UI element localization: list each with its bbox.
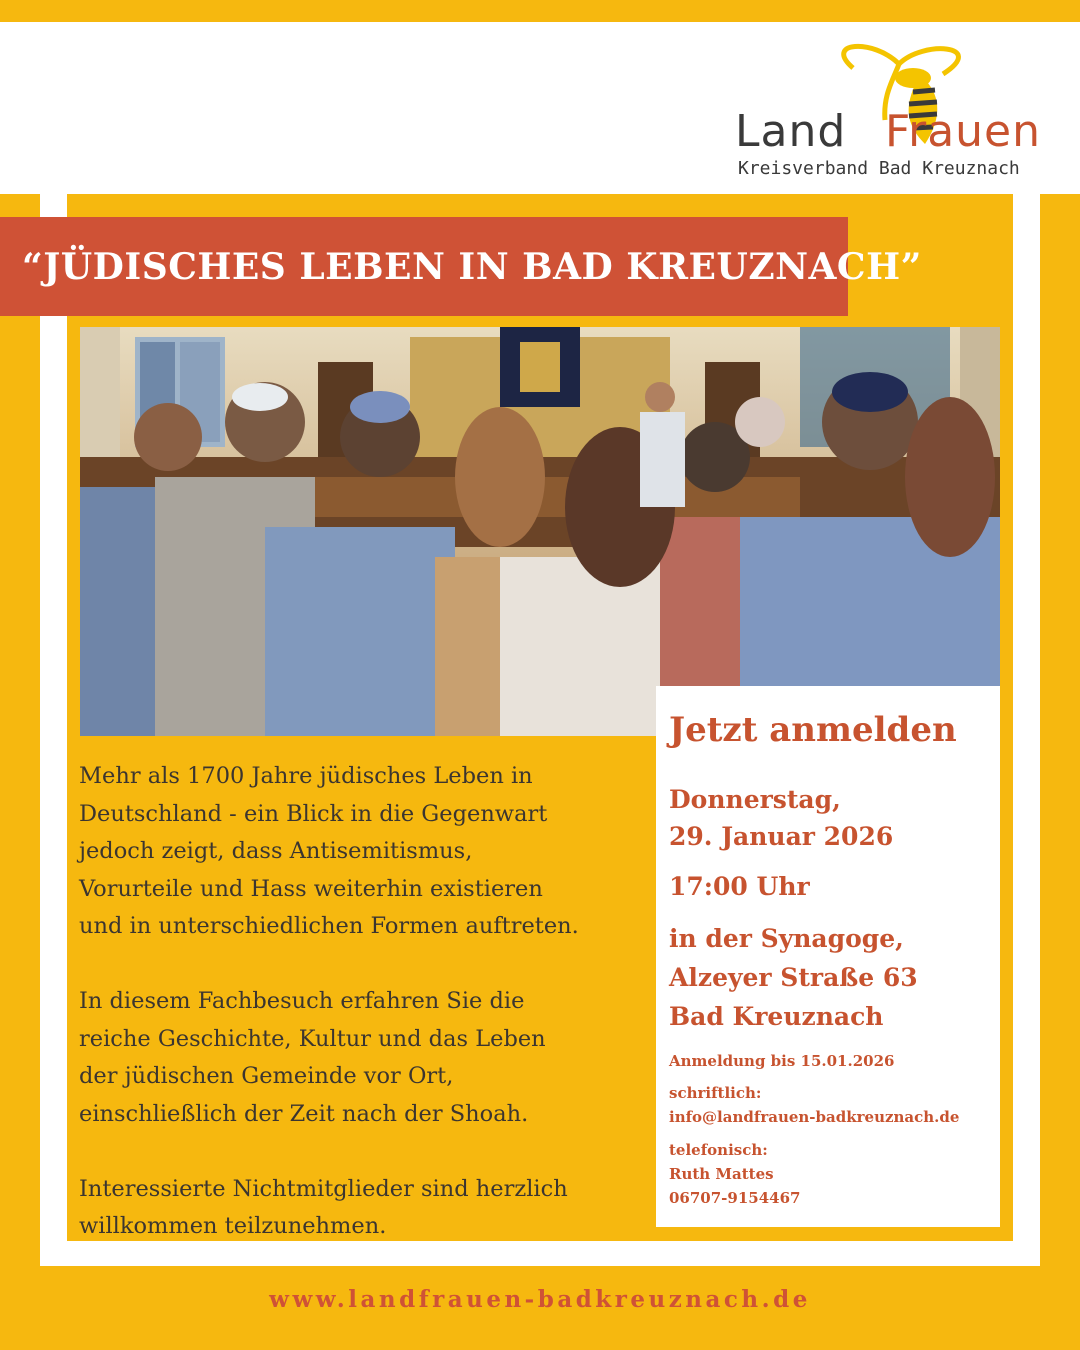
photo-illustration (80, 327, 1000, 736)
contact-name: Ruth Mattes (669, 1165, 774, 1183)
description-paragraph-2: In diesem Fachbesuch erfahren Sie die reiche Geschichte, Kultur und das Leben der jüdischen Gemeinde vor Ort, einschließlich der Zeit nach der Shoah. (79, 988, 546, 1127)
event-date: 29. Januar 2026 (669, 822, 894, 851)
location-line-1: in der Synagoge, (669, 924, 904, 953)
title-banner (0, 217, 922, 316)
description-paragraph-3: Interessierte Nichtmitglieder sind herzlich willkommen teilzunehmen. (79, 1175, 568, 1239)
registration-deadline: Anmeldung bis 15.01.2026 (669, 1052, 895, 1070)
contact-email[interactable]: info@landfrauen-badkreuznach.de (669, 1108, 960, 1126)
website-link[interactable]: www.landfrauen-badkreuznach.de (269, 1286, 811, 1313)
logo-subtitle: Kreisverband Bad Kreuznach (738, 158, 1020, 179)
event-title: “JÜDISCHES LEBEN IN BAD KREUZNACH” (22, 245, 922, 288)
frame-right (1013, 194, 1040, 1266)
written-label: schriftlich: (669, 1084, 762, 1102)
description-paragraph-1: Mehr als 1700 Jahre jüdisches Leben in Deutschland - ein Blick in die Gegenwart jedoch zeigt, dass Antisemitismus, Vorurteile und Hass weiterhin existieren und in unterschiedlichen Formen auftreten. (79, 763, 579, 939)
logo-word-land: Land (735, 106, 847, 157)
event-day: Donnerstag, (669, 785, 841, 814)
synagogue-group-photo (80, 327, 1000, 736)
logo-word-frauen: Frauen (885, 106, 1042, 157)
frame-left (40, 194, 67, 1266)
location-line-3: Bad Kreuznach (669, 1002, 884, 1031)
top-strip (0, 0, 1080, 22)
landfrauen-logo (735, 40, 1055, 180)
registration-heading: Jetzt anmelden (669, 710, 957, 750)
location-line-2: Alzeyer Straße 63 (669, 963, 918, 992)
phone-label: telefonisch: (669, 1141, 768, 1159)
event-time: 17:00 Uhr (669, 872, 810, 901)
description (79, 758, 649, 1283)
contact-phone[interactable]: 06707-9154467 (669, 1189, 801, 1207)
registration-box (656, 686, 1000, 1227)
